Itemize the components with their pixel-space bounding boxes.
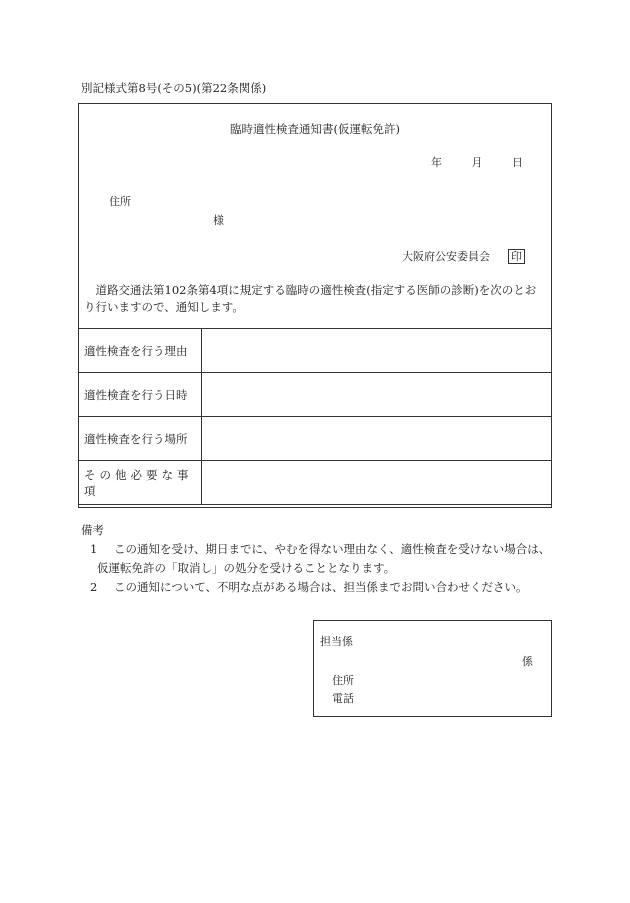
table-row	[79, 329, 552, 373]
notice-form	[78, 103, 552, 508]
form-caption: 別記様式第8号(その5)(第22条関係)	[81, 81, 267, 95]
note-text: この通知を受け、期日までに、やむを得ない理由なく、適性検査を受けない場合は、	[114, 542, 551, 556]
contact-address-label: 住所	[332, 674, 354, 687]
contact-phone-label: 電話	[332, 692, 354, 705]
note-item-1	[90, 540, 550, 559]
address-label: 住所	[109, 195, 131, 208]
row-value-reason[interactable]	[202, 329, 552, 373]
notice-body-text: 道路交通法第102条第4項に規定する臨時の適性検査(指定する医師の診断)を次のとおり行いますので、通知します。	[84, 283, 537, 314]
issuer-line	[402, 248, 525, 264]
table-row	[79, 373, 552, 417]
note-item-1-continued: 仮運転免許の「取消し」の処分を受けることとなります。	[97, 561, 396, 575]
row-label-datetime: 適性検査を行う日時	[79, 373, 202, 417]
notes-heading: 備考	[81, 523, 104, 537]
row-label-reason: 適性検査を行う理由	[79, 329, 202, 373]
contact-box	[313, 620, 552, 717]
row-value-place[interactable]	[202, 417, 552, 461]
contact-title: 担当係	[320, 635, 353, 648]
day-label: 日	[512, 156, 523, 169]
note-item-2	[90, 578, 528, 597]
table-row	[79, 417, 552, 461]
table-row	[79, 461, 552, 505]
seal-stamp: 印	[508, 249, 525, 264]
year-label: 年	[431, 156, 442, 169]
row-value-other[interactable]	[202, 461, 552, 505]
contact-section-label: 係	[522, 655, 533, 668]
issuer-name: 大阪府公安委員会	[402, 250, 490, 263]
honorific-label: 様	[213, 214, 224, 227]
form-title: 臨時適性検査通知書(仮運転免許)	[230, 122, 400, 136]
month-label: 月	[471, 156, 483, 169]
row-value-datetime[interactable]	[202, 373, 552, 417]
date-fields	[431, 154, 523, 170]
row-label-other: その他必要な事項	[79, 461, 202, 505]
note-number: 1	[90, 542, 98, 556]
inspection-details-table	[78, 328, 552, 505]
note-number: 2	[90, 580, 98, 594]
row-label-place: 適性検査を行う場所	[79, 417, 202, 461]
note-text: この通知について、不明な点がある場合は、担当係までお問い合わせください。	[114, 580, 528, 594]
